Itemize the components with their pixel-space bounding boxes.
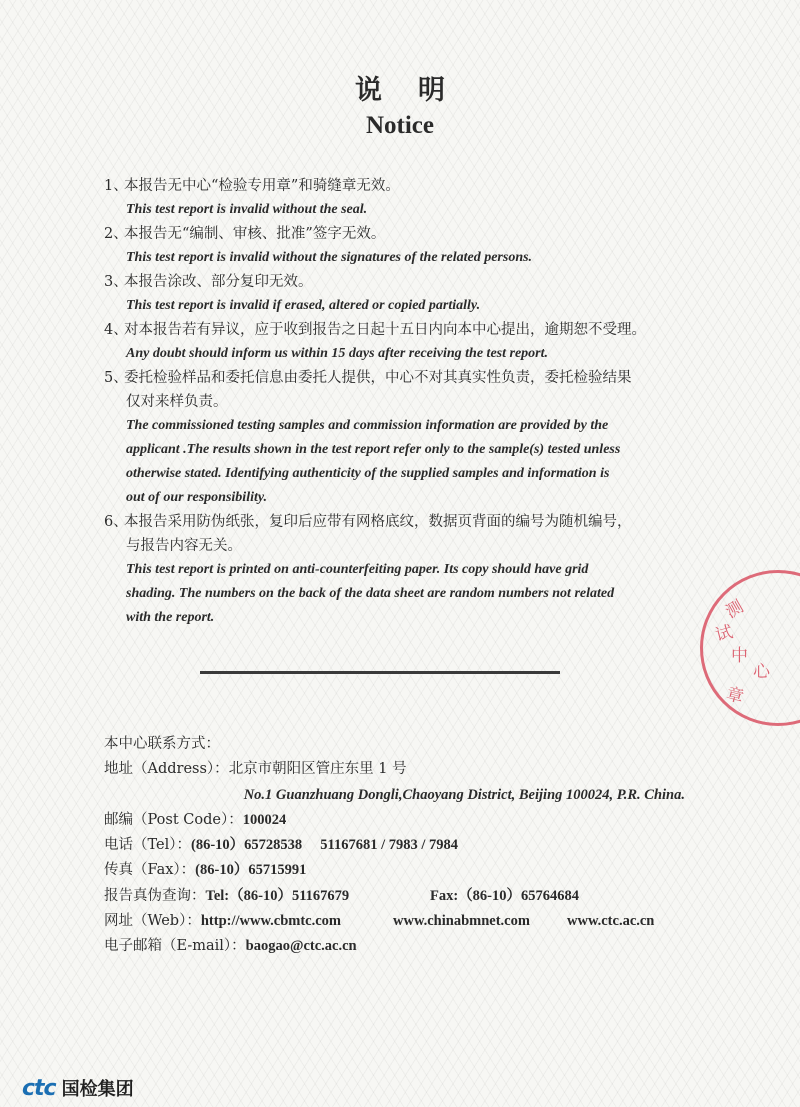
item-text-en: This test report is invalid if erased, altered or copied partially. — [126, 298, 481, 313]
item-text-en: shading. The numbers on the back of the data sheet are random numbers not related — [126, 586, 615, 601]
item-text-en: This test report is printed on anti-counterfeiting paper. Its copy should have grid — [126, 562, 589, 577]
stamp-char: 测 — [722, 596, 748, 623]
item-number: 3、 — [104, 274, 128, 290]
item-text-en: with the report. — [126, 610, 215, 625]
seal-stamp — [700, 570, 800, 726]
verify-row — [104, 884, 349, 909]
notice-item-2 — [104, 222, 704, 270]
web-row-3 — [567, 909, 654, 934]
item-text-cn: 仅对来样负责。 — [126, 394, 228, 410]
email-link[interactable]: baogao@ctc.ac.cn — [245, 938, 357, 954]
item-text-cn: 本报告无“编制、审核、批准”签字无效。 — [124, 226, 386, 242]
web-label: 网址（Web）： — [104, 913, 201, 929]
logo-text: 国检集团 — [61, 1079, 134, 1100]
email-label: 电子邮箱（E-mail）： — [104, 938, 246, 954]
stamp-char: 中 — [731, 646, 748, 666]
ctc-logo-mark: ctc — [22, 1076, 56, 1101]
address-label: 地址（Address）： — [104, 761, 229, 777]
item-text-cn: 本报告涂改、部分复印无效。 — [124, 274, 313, 290]
item-number: 4、 — [104, 322, 128, 338]
notice-item-3 — [104, 270, 704, 318]
stamp-char: 心 — [753, 662, 770, 682]
item-text-cn: 委托检验样品和委托信息由委托人提供，中心不对其真实性负责，委托检验结果 — [124, 370, 632, 386]
verify-label: 报告真伪查询： — [104, 888, 206, 904]
web-row — [104, 909, 341, 934]
tel-row — [104, 833, 458, 858]
web-link-2[interactable]: www.chinabmnet.com — [393, 913, 530, 929]
fax-row — [104, 858, 306, 883]
item-text-en: This test report is invalid without the signatures of the related persons. — [126, 250, 533, 265]
notice-item-4 — [104, 318, 704, 366]
notice-item-5 — [104, 366, 704, 510]
address-en: No.1 Guanzhuang Dongli,Chaoyang District, Beijing 100024, P.R. China. — [243, 787, 685, 803]
item-text-cn: 本报告无中心“检验专用章”和骑缝章无效。 — [124, 178, 400, 194]
verify-fax-row — [430, 884, 579, 909]
item-number: 1、 — [104, 178, 128, 194]
item-text-en: otherwise stated. Identifying authenticity of the supplied samples and information is — [126, 466, 610, 481]
item-text-en: applicant .The results shown in the test report refer only to the sample(s) tested unless — [126, 442, 621, 457]
item-text-en: The commissioned testing samples and commission information are provided by the — [126, 418, 609, 433]
contact-heading: 本中心联系方式： — [104, 736, 220, 752]
address-en-row — [0, 783, 685, 808]
page-title-cn: 说明 — [355, 75, 481, 106]
footer-logo — [22, 1075, 134, 1101]
item-text-en: Any doubt should inform us within 15 days after receiving the test report. — [126, 346, 548, 361]
item-number: 5、 — [104, 370, 128, 386]
fax-label: 传真（Fax）： — [104, 862, 196, 878]
address-cn: 北京市朝阳区管庄东里 1 号 — [228, 761, 407, 777]
item-text-en: This test report is invalid without the seal. — [126, 202, 368, 217]
postcode-label: 邮编（Post Code）： — [104, 812, 243, 828]
notice-item-1 — [104, 174, 704, 222]
verify-tel: Tel:（86-10）51167679 — [205, 888, 350, 904]
tel-value: (86-10）65728538 51167681 / 7983 / 7984 — [191, 837, 459, 853]
item-text-en: out of our responsibility. — [126, 490, 268, 505]
fax-value: (86-10）65715991 — [195, 862, 307, 878]
notice-item-6 — [104, 510, 704, 630]
stamp-char: 试 — [713, 622, 735, 646]
page-title-en: Notice — [365, 112, 435, 139]
item-number: 2、 — [104, 226, 128, 242]
web-link-1[interactable]: http://www.cbmtc.com — [200, 913, 341, 929]
item-number: 6、 — [104, 514, 128, 530]
postcode-row — [104, 808, 286, 833]
verify-fax: Fax:（86-10）65764684 — [430, 888, 580, 904]
item-text-cn: 对本报告若有异议，应于收到报告之日起十五日内向本中心提出，逾期恕不受理。 — [124, 322, 646, 338]
address-row — [104, 757, 407, 782]
web-row-2 — [393, 909, 530, 934]
item-text-cn: 与报告内容无关。 — [126, 538, 242, 554]
divider-line — [200, 671, 560, 674]
web-link-3[interactable]: www.ctc.ac.cn — [567, 913, 655, 929]
item-text-cn: 本报告采用防伪纸张，复印后应带有网格底纹，数据页背面的编号为随机编号， — [124, 514, 632, 530]
stamp-char: 章 — [724, 684, 746, 708]
email-row — [104, 934, 357, 959]
postcode-value: 100024 — [242, 812, 287, 828]
tel-label: 电话（Tel）： — [104, 837, 192, 853]
